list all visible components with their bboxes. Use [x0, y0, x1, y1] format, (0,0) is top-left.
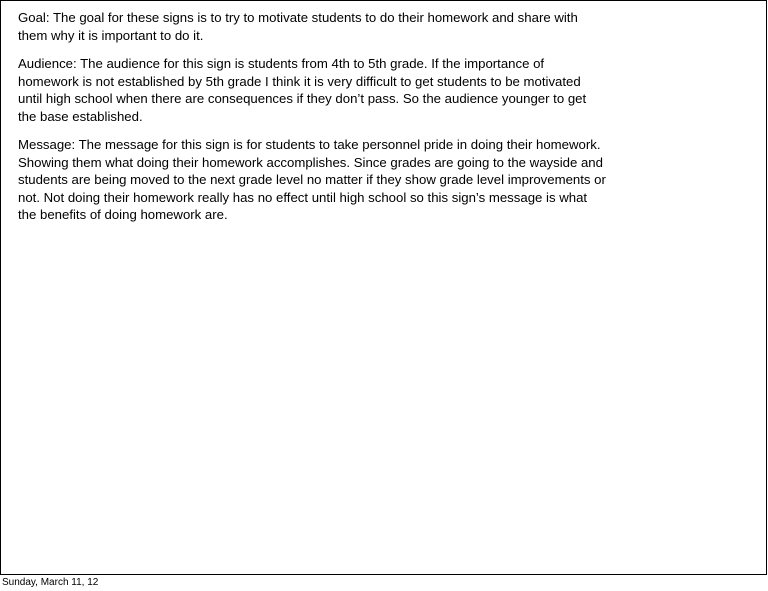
message-paragraph: Message: The message for this sign is for students to take personnel pride in doing their homework. Showing them what doing their homework accomplishes. Since grades are going to the wayside and students are being moved to the next grade level no matter if they show grade level improvements or not. Not doing their homework really has no effect until high school so this sign’s message is what the benefits of doing homework are. — [18, 137, 606, 222]
audience-paragraph: Audience: The audience for this sign is students from 4th to 5th grade. If the importance of homework is not established by 5th grade I think it is very difficult to get students to be motivated until high school when there are consequences if they don’t pass. So the audience younger to get the base established. — [18, 56, 587, 124]
goal-paragraph: Goal: The goal for these signs is to try to motivate students to do their homework and share with them why it is important to do it. — [18, 10, 578, 43]
slide-content — [18, 9, 638, 235]
footer-date: Sunday, March 11, 12 — [2, 577, 99, 588]
